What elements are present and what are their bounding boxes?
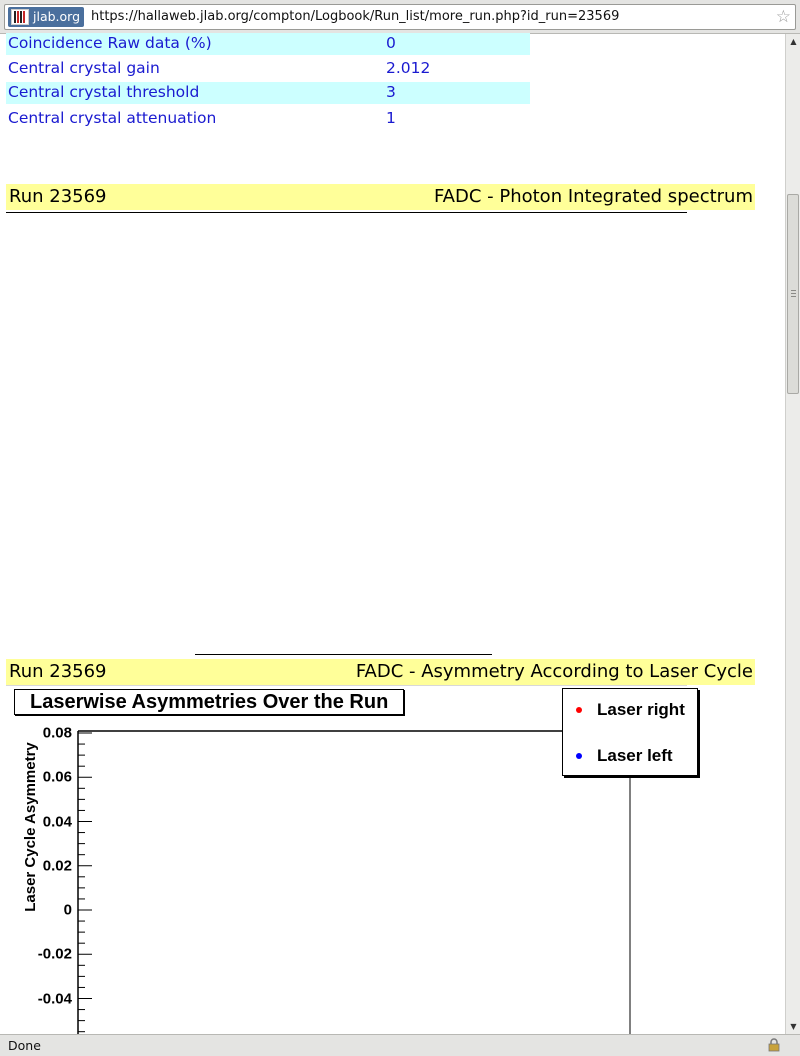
y-tick-label: 0.06 bbox=[42, 768, 72, 786]
y-tick-label: 0.02 bbox=[42, 857, 72, 875]
info-value: 3 bbox=[386, 83, 396, 101]
info-value: 0 bbox=[386, 34, 396, 52]
y-tick-label: 0 bbox=[63, 901, 72, 919]
info-label: Central crystal gain bbox=[8, 59, 160, 77]
divider bbox=[195, 654, 492, 655]
section-title: FADC - Photon Integrated spectrum bbox=[433, 186, 753, 207]
section-run-label: Run 23569 bbox=[9, 661, 107, 682]
info-value: 1 bbox=[386, 109, 396, 127]
legend-entry-laser-right bbox=[563, 699, 697, 721]
y-tick-label: 0.04 bbox=[42, 813, 72, 830]
status-bar bbox=[0, 1034, 800, 1056]
section-header-photon-spectrum bbox=[6, 184, 755, 210]
section-title: FADC - Asymmetry According to Laser Cycle bbox=[355, 661, 753, 682]
y-tick-label: 0.08 bbox=[42, 724, 72, 742]
info-row bbox=[6, 58, 530, 80]
info-label: Central crystal threshold bbox=[8, 83, 200, 101]
chart-title: Laserwise Asymmetries Over the Run bbox=[14, 689, 404, 715]
scrollbar-thumb[interactable] bbox=[787, 194, 799, 394]
info-label: Central crystal attenuation bbox=[8, 109, 217, 127]
section-header-asymmetry bbox=[6, 659, 755, 685]
legend-marker-red bbox=[576, 707, 582, 713]
legend-label: Laser right bbox=[597, 700, 685, 719]
status-text: Done bbox=[8, 1038, 41, 1053]
info-row bbox=[6, 82, 530, 104]
legend-label: Laser left bbox=[597, 746, 673, 765]
lock-icon bbox=[768, 1038, 780, 1052]
site-identity-label: jlab.org bbox=[33, 9, 81, 24]
y-tick-label: -0.04 bbox=[37, 990, 72, 1007]
favicon-icon bbox=[11, 9, 29, 25]
scroll-up-icon[interactable]: ▲ bbox=[790, 37, 797, 46]
chart-legend bbox=[562, 688, 698, 776]
url-text[interactable]: https://hallaweb.jlab.org/compton/Logbook/Run_list/more_run.php?id_run=23569 bbox=[91, 9, 620, 24]
divider bbox=[6, 212, 687, 213]
scroll-down-icon[interactable]: ▼ bbox=[790, 1022, 797, 1031]
info-value: 2.012 bbox=[386, 59, 431, 77]
info-label: Coincidence Raw data (%) bbox=[8, 34, 212, 52]
legend-marker-blue bbox=[576, 753, 582, 759]
info-row bbox=[6, 33, 530, 55]
legend-entry-laser-left bbox=[563, 745, 697, 767]
info-row bbox=[6, 108, 530, 130]
y-tick-label: -0.02 bbox=[37, 945, 72, 963]
section-run-label: Run 23569 bbox=[9, 186, 107, 207]
address-field[interactable] bbox=[4, 4, 796, 30]
photon-spectrum-image bbox=[6, 214, 755, 654]
plot-ticks bbox=[78, 733, 92, 1032]
url-bar bbox=[0, 0, 800, 34]
bookmark-star-icon[interactable]: ☆ bbox=[775, 7, 791, 27]
y-axis-label: Laser Cycle Asymmetry bbox=[22, 742, 39, 912]
site-identity-button[interactable] bbox=[8, 7, 84, 27]
plot-axes bbox=[78, 731, 630, 1034]
vertical-scrollbar[interactable] bbox=[785, 34, 800, 1034]
